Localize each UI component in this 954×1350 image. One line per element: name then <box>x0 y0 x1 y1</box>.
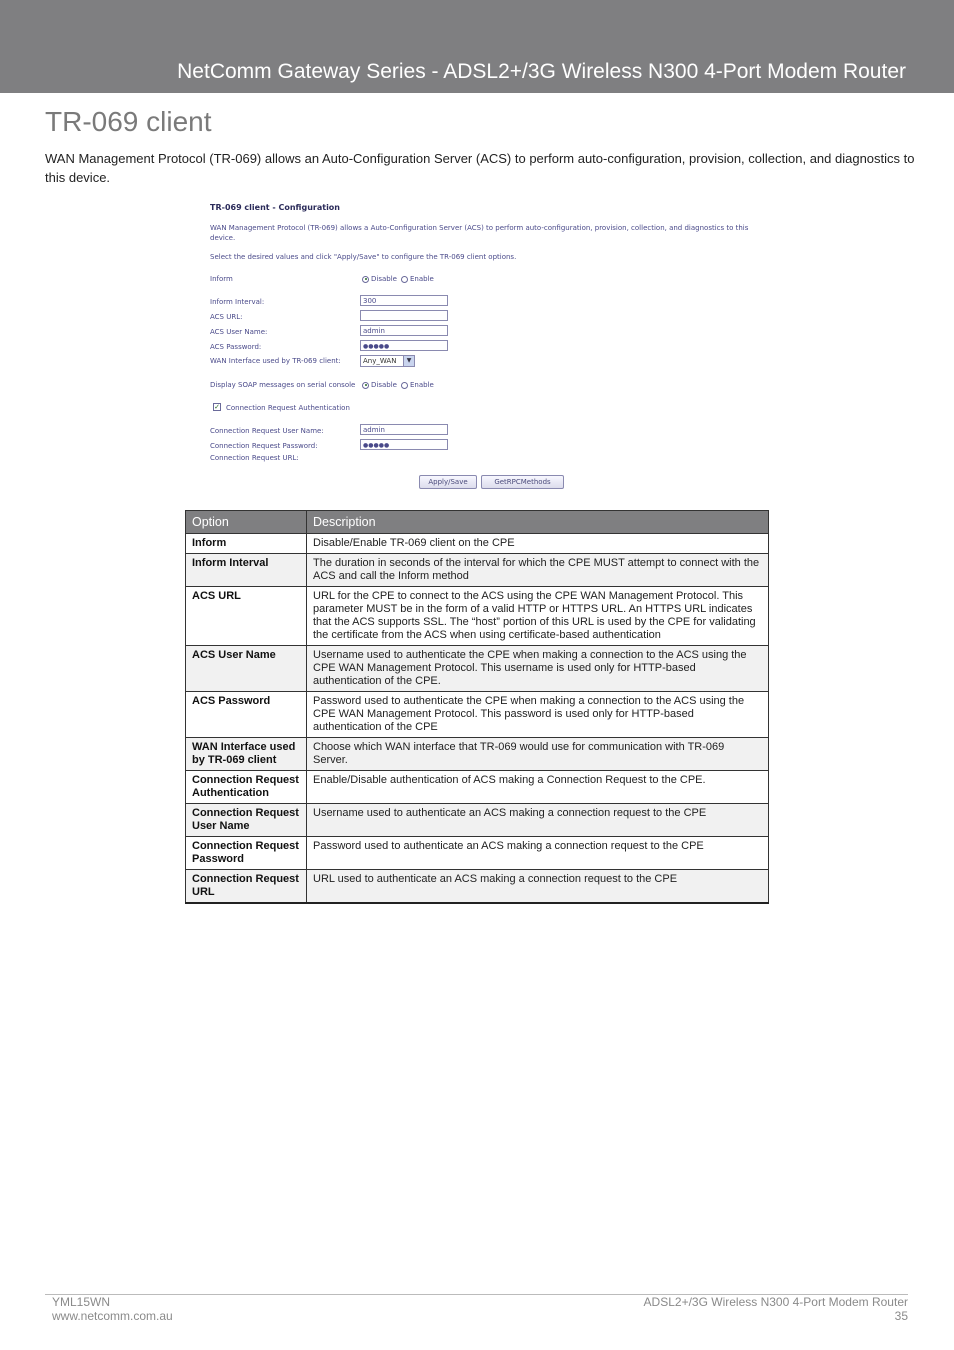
option-cell: Inform <box>186 534 307 554</box>
soap-radio-group <box>362 381 434 389</box>
wan-interface-label: WAN Interface used by TR-069 client: <box>210 357 341 365</box>
description-cell: The duration in seconds of the interval for which the CPE MUST attempt to connect with the ACS and call the Inform method <box>307 554 769 587</box>
soap-disable-radio[interactable] <box>362 382 369 389</box>
conn-auth-label: Connection Request Authentication <box>226 404 350 412</box>
table-header-row <box>186 511 769 534</box>
header-band <box>0 0 954 93</box>
footer-product: ADSL2+/3G Wireless N300 4-Port Modem Router <box>643 1295 908 1309</box>
wan-interface-select[interactable] <box>360 355 415 367</box>
inform-disable-label: Disable <box>371 275 397 283</box>
soap-label: Display SOAP messages on serial console <box>210 381 356 389</box>
description-cell: URL used to authenticate an ACS making a connection request to the CPE <box>307 870 769 904</box>
inform-enable-label: Enable <box>409 275 434 283</box>
table-row <box>186 837 769 870</box>
option-cell: Connection Request URL <box>186 870 307 904</box>
soap-disable-label: Disable <box>371 381 397 389</box>
apply-save-button[interactable]: Apply/Save <box>419 475 477 489</box>
table-row <box>186 771 769 804</box>
option-cell: Connection Request User Name <box>186 804 307 837</box>
footer-page-number: 35 <box>894 1309 908 1323</box>
acs-user-input[interactable]: admin <box>360 325 448 336</box>
option-cell: Connection Request Password <box>186 837 307 870</box>
option-column-header: Option <box>186 511 307 534</box>
conn-user-input[interactable]: admin <box>360 424 448 435</box>
wan-interface-value: Any_WAN <box>363 357 397 365</box>
inform-disable-radio[interactable] <box>362 276 369 283</box>
description-cell: URL for the CPE to connect to the ACS using the CPE WAN Management Protocol. This parameter MUST be in the form of a valid HTTP or HTTPS URL. An HTTPS URL indicates that the ACS supports SSL. The “host” portion of this URL is used by the CPE for validating the certificate from the ACS when using certificate-based authentication <box>307 587 769 646</box>
table-row <box>186 587 769 646</box>
description-cell: Enable/Disable authentication of ACS making a Connection Request to the CPE. <box>307 771 769 804</box>
option-cell: ACS URL <box>186 587 307 646</box>
chevron-down-icon[interactable]: ▼ <box>403 356 414 366</box>
table-row <box>186 692 769 738</box>
acs-url-input[interactable] <box>360 310 448 321</box>
inform-interval-label: Inform Interval: <box>210 298 265 306</box>
acs-user-label: ACS User Name: <box>210 328 268 336</box>
acs-password-label: ACS Password: <box>210 343 262 351</box>
footer-model: YML15WN <box>52 1295 111 1309</box>
description-cell: Password used to authenticate an ACS making a connection request to the CPE <box>307 837 769 870</box>
option-cell: WAN Interface used by TR-069 client <box>186 738 307 771</box>
inform-label: Inform <box>210 275 233 283</box>
option-cell: ACS User Name <box>186 646 307 692</box>
conn-auth-checkbox[interactable]: ✓ <box>214 403 220 411</box>
table-row <box>186 870 769 904</box>
config-description: WAN Management Protocol (TR-069) allows a Auto-Configuration Server (ACS) to perform auto-configuration, provision, collection, and diagnostics to this device. <box>210 224 749 242</box>
description-cell: Password used to authenticate the CPE when making a connection to the ACS using the CPE WAN Management Protocol. This password is used only for HTTP-based authentication of the CPE <box>307 692 769 738</box>
intro-paragraph: WAN Management Protocol (TR-069) allows an Auto-Configuration Server (ACS) to perform auto-configuration, provision, collection, and diagnostics to this device. <box>45 151 915 185</box>
soap-enable-radio[interactable] <box>401 382 408 389</box>
header-title: NetComm Gateway Series - ADSL2+/3G Wireless N300 4-Port Modem Router <box>177 60 906 83</box>
conn-password-label: Connection Request Password: <box>210 442 318 450</box>
table-row <box>186 804 769 837</box>
inform-interval-input[interactable]: 300 <box>360 295 448 306</box>
soap-enable-label: Enable <box>409 381 434 389</box>
table-row <box>186 534 769 554</box>
description-cell: Choose which WAN interface that TR-069 would use for communication with TR-069 Server. <box>307 738 769 771</box>
option-cell: Connection Request Authentication <box>186 771 307 804</box>
get-rpc-methods-button[interactable]: GetRPCMethods <box>481 475 564 489</box>
page-title: TR-069 client <box>45 106 212 137</box>
acs-password-input[interactable]: ●●●●● <box>360 340 448 351</box>
description-cell: Username used to authenticate the CPE when making a connection to the ACS using the CPE WAN Management Protocol. This username is used only for HTTP-based authentication of the CPE. <box>307 646 769 692</box>
description-cell: Username used to authenticate an ACS making a connection request to the CPE <box>307 804 769 837</box>
conn-password-input[interactable]: ●●●●● <box>360 439 448 450</box>
table-row <box>186 646 769 692</box>
footer-website: www.netcomm.com.au <box>52 1309 173 1323</box>
description-column-header: Description <box>307 511 769 534</box>
conn-user-label: Connection Request User Name: <box>210 427 324 435</box>
inform-enable-radio[interactable] <box>401 276 408 283</box>
inform-radio-group <box>362 275 434 283</box>
table-row <box>186 738 769 771</box>
config-instruction: Select the desired values and click "Apply/Save" to configure the TR-069 client options. <box>210 253 517 261</box>
table-row <box>186 554 769 587</box>
config-title: TR-069 client - Configuration <box>210 203 340 212</box>
option-cell: Inform Interval <box>186 554 307 587</box>
acs-url-label: ACS URL: <box>210 313 243 321</box>
option-cell: ACS Password <box>186 692 307 738</box>
options-table <box>185 510 769 904</box>
conn-url-label: Connection Request URL: <box>210 454 299 462</box>
description-cell: Disable/Enable TR-069 client on the CPE <box>307 534 769 554</box>
